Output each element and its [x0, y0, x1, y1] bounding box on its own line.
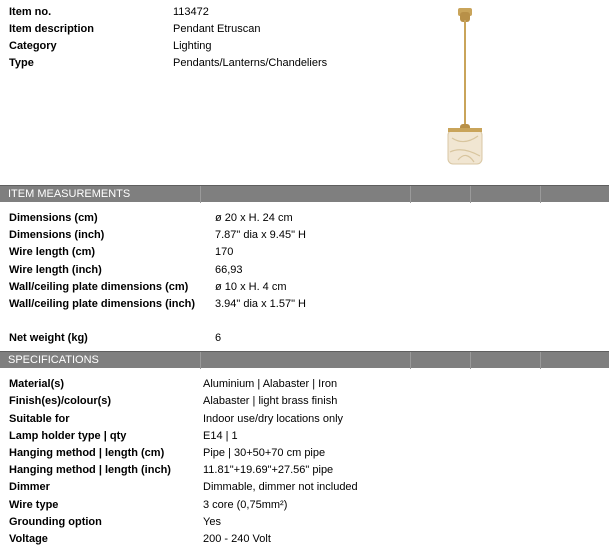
measurement-label: Wire length (cm) [9, 246, 96, 258]
measurement-label: Wall/ceiling plate dimensions (cm) [9, 281, 189, 293]
measurement-value: 66,93 [215, 264, 243, 276]
spec-label: Wire type [9, 499, 59, 511]
info-label: Item no. [9, 6, 52, 18]
spec-label: Voltage [9, 533, 48, 545]
spec-value: Pipe | 30+50+70 cm pipe [203, 447, 326, 459]
spec-label: Dimmer [9, 481, 50, 493]
measurement-value: 170 [215, 246, 234, 258]
net-weight-label: Net weight (kg) [9, 332, 88, 344]
measurement-value: ø 20 x H. 24 cm [215, 212, 293, 224]
spec-value: Alabaster | light brass finish [203, 395, 338, 407]
section-title: ITEM MEASUREMENTS [8, 188, 131, 200]
measurement-value: 3.94" dia x 1.57" H [215, 298, 306, 310]
spec-value: E14 | 1 [203, 430, 238, 442]
spec-value: Indoor use/dry locations only [203, 413, 344, 425]
spec-label: Lamp holder type | qty [9, 430, 127, 442]
spec-label: Hanging method | length (inch) [9, 464, 171, 476]
measurement-label: Wire length (inch) [9, 264, 102, 276]
spec-value: 11.81"+19.69"+27.56" pipe [203, 464, 334, 476]
info-label: Category [9, 40, 57, 52]
info-value: 113472 [173, 6, 209, 18]
spec-value: 200 - 240 Volt [203, 533, 271, 545]
section-title: SPECIFICATIONS [8, 354, 99, 366]
spec-label: Suitable for [9, 413, 70, 425]
spec-value: Dimmable, dimmer not included [203, 481, 358, 493]
specifications-section-header [0, 351, 609, 368]
spec-value: Aluminium | Alabaster | Iron [203, 378, 338, 390]
info-value: Lighting [173, 40, 212, 52]
measurement-label: Dimensions (inch) [9, 229, 105, 241]
info-value: Pendants/Lanterns/Chandeliers [173, 57, 328, 69]
measurement-label: Dimensions (cm) [9, 212, 98, 224]
info-label: Item description [9, 23, 94, 35]
spec-label: Finish(es)/colour(s) [9, 395, 112, 407]
spec-value: 3 core (0,75mm²) [203, 499, 288, 511]
pendant-lamp-icon [430, 0, 500, 175]
spec-label: Grounding option [9, 516, 102, 528]
spec-value: Yes [203, 516, 221, 528]
spec-label: Material(s) [9, 378, 65, 390]
measurement-value: 7.87" dia x 9.45" H [215, 229, 306, 241]
info-value: Pendant Etruscan [173, 23, 261, 35]
net-weight-value: 6 [215, 332, 222, 344]
spec-label: Hanging method | length (cm) [9, 447, 165, 459]
measurement-value: ø 10 x H. 4 cm [215, 281, 287, 293]
measurement-label: Wall/ceiling plate dimensions (inch) [9, 298, 196, 310]
info-label: Type [9, 57, 34, 69]
measurements-section-header [0, 185, 609, 202]
